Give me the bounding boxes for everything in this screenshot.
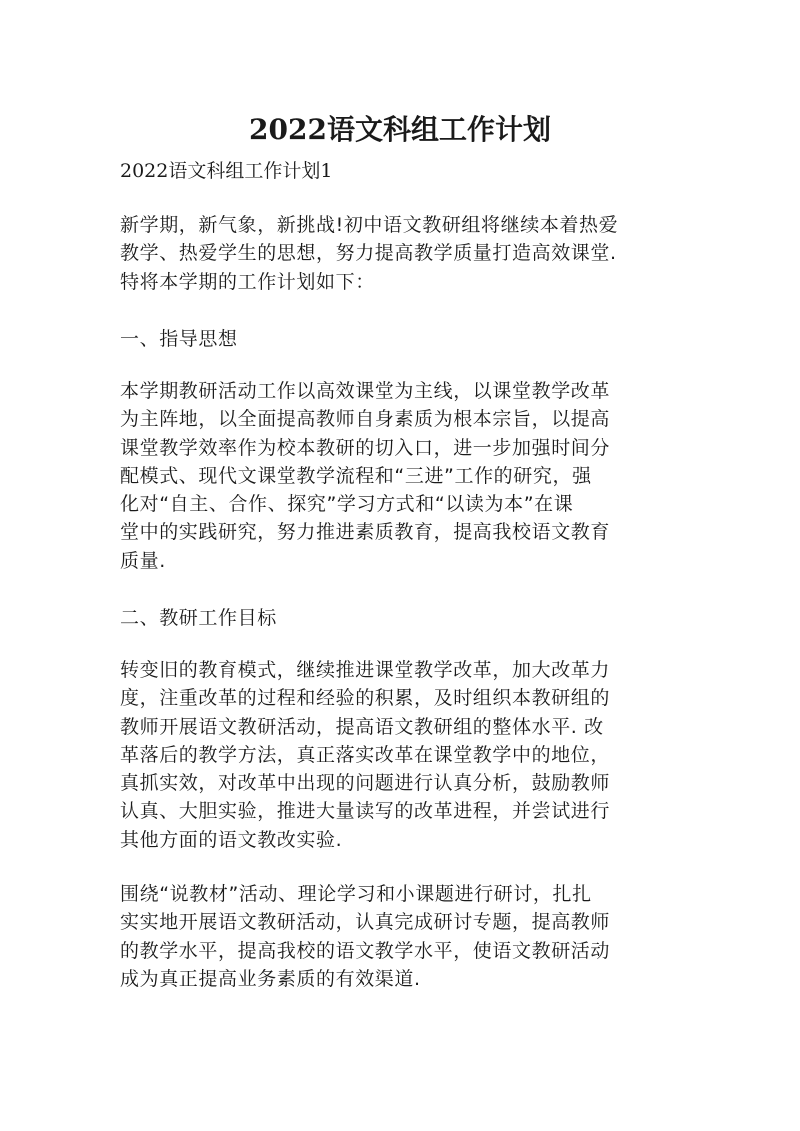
- paragraph-line: 度，注重改革的过程和经验的积累，及时组织本教研组的: [120, 687, 611, 710]
- paragraph-line: 本学期教研活动工作以高效课堂为主线，以课堂教学改革: [120, 380, 611, 402]
- document-title: 2022语文科组工作计划: [249, 113, 551, 146]
- section-heading-guiding-thought: 一、指导思想: [120, 328, 238, 350]
- paragraph-line: 的教学水平，提高我校的语文教学水平，使语文教研活动: [120, 939, 611, 962]
- intro-line: 新学期，新气象，新挑战!初中语文教研组将继续本着热爱: [120, 214, 619, 236]
- intro-line: 特将本学期的工作计划如下：: [120, 270, 375, 293]
- paragraph-line: 为主阵地，以全面提高教师自身素质为根本宗旨，以提高: [120, 408, 611, 431]
- paragraph-line: 真抓实效，对改革中出现的问题进行认真分析，鼓励教师: [120, 772, 611, 795]
- paragraph-line: 教师开展语文教研活动，提高语文教研组的整体水平. 改: [120, 715, 604, 738]
- guiding-thought-paragraph: [120, 377, 666, 575]
- paragraph-line: 堂中的实践研究，努力推进素质教育，提高我校语文教育: [120, 521, 611, 544]
- paragraph-line: 成为真正提高业务素质的有效渠道.: [120, 967, 421, 990]
- paragraph-line: 其他方面的语文教改实验.: [120, 828, 343, 851]
- paragraph-line: 围绕“说教材”活动、理论学习和小课题进行研讨，扎扎: [120, 883, 592, 905]
- research-goals-paragraph-1: [120, 656, 666, 854]
- section-heading-research-goals: 二、教研工作目标: [120, 607, 277, 629]
- paragraph-line: 认真、大胆实验，推进大量读写的改革进程，并尝试进行: [120, 800, 611, 823]
- paragraph-line: 转变旧的教育模式，继续推进课堂教学改革，加大改革力: [120, 659, 611, 681]
- intro-paragraph: [120, 211, 666, 296]
- document-subtitle: 2022语文科组工作计划1: [120, 160, 333, 182]
- paragraph-line: 化对“自主、合作、探究”学习方式和“以读为本”在课: [120, 493, 574, 516]
- paragraph-line: 实实地开展语文教研活动，认真完成研讨专题，提高教师: [120, 911, 611, 934]
- research-goals-paragraph-2: [120, 880, 666, 993]
- paragraph-line: 课堂教学效率作为校本教研的切入口，进一步加强时间分: [120, 436, 611, 459]
- paragraph-line: 质量.: [120, 549, 166, 572]
- paragraph-line: 配模式、现代文课堂教学流程和“三进”工作的研究，强: [120, 464, 592, 487]
- intro-line: 教学、热爱学生的思想，努力提高教学质量打造高效课堂.: [120, 242, 617, 265]
- paragraph-line: 革落后的教学方法，真正落实改革在课堂教学中的地位，: [120, 743, 611, 766]
